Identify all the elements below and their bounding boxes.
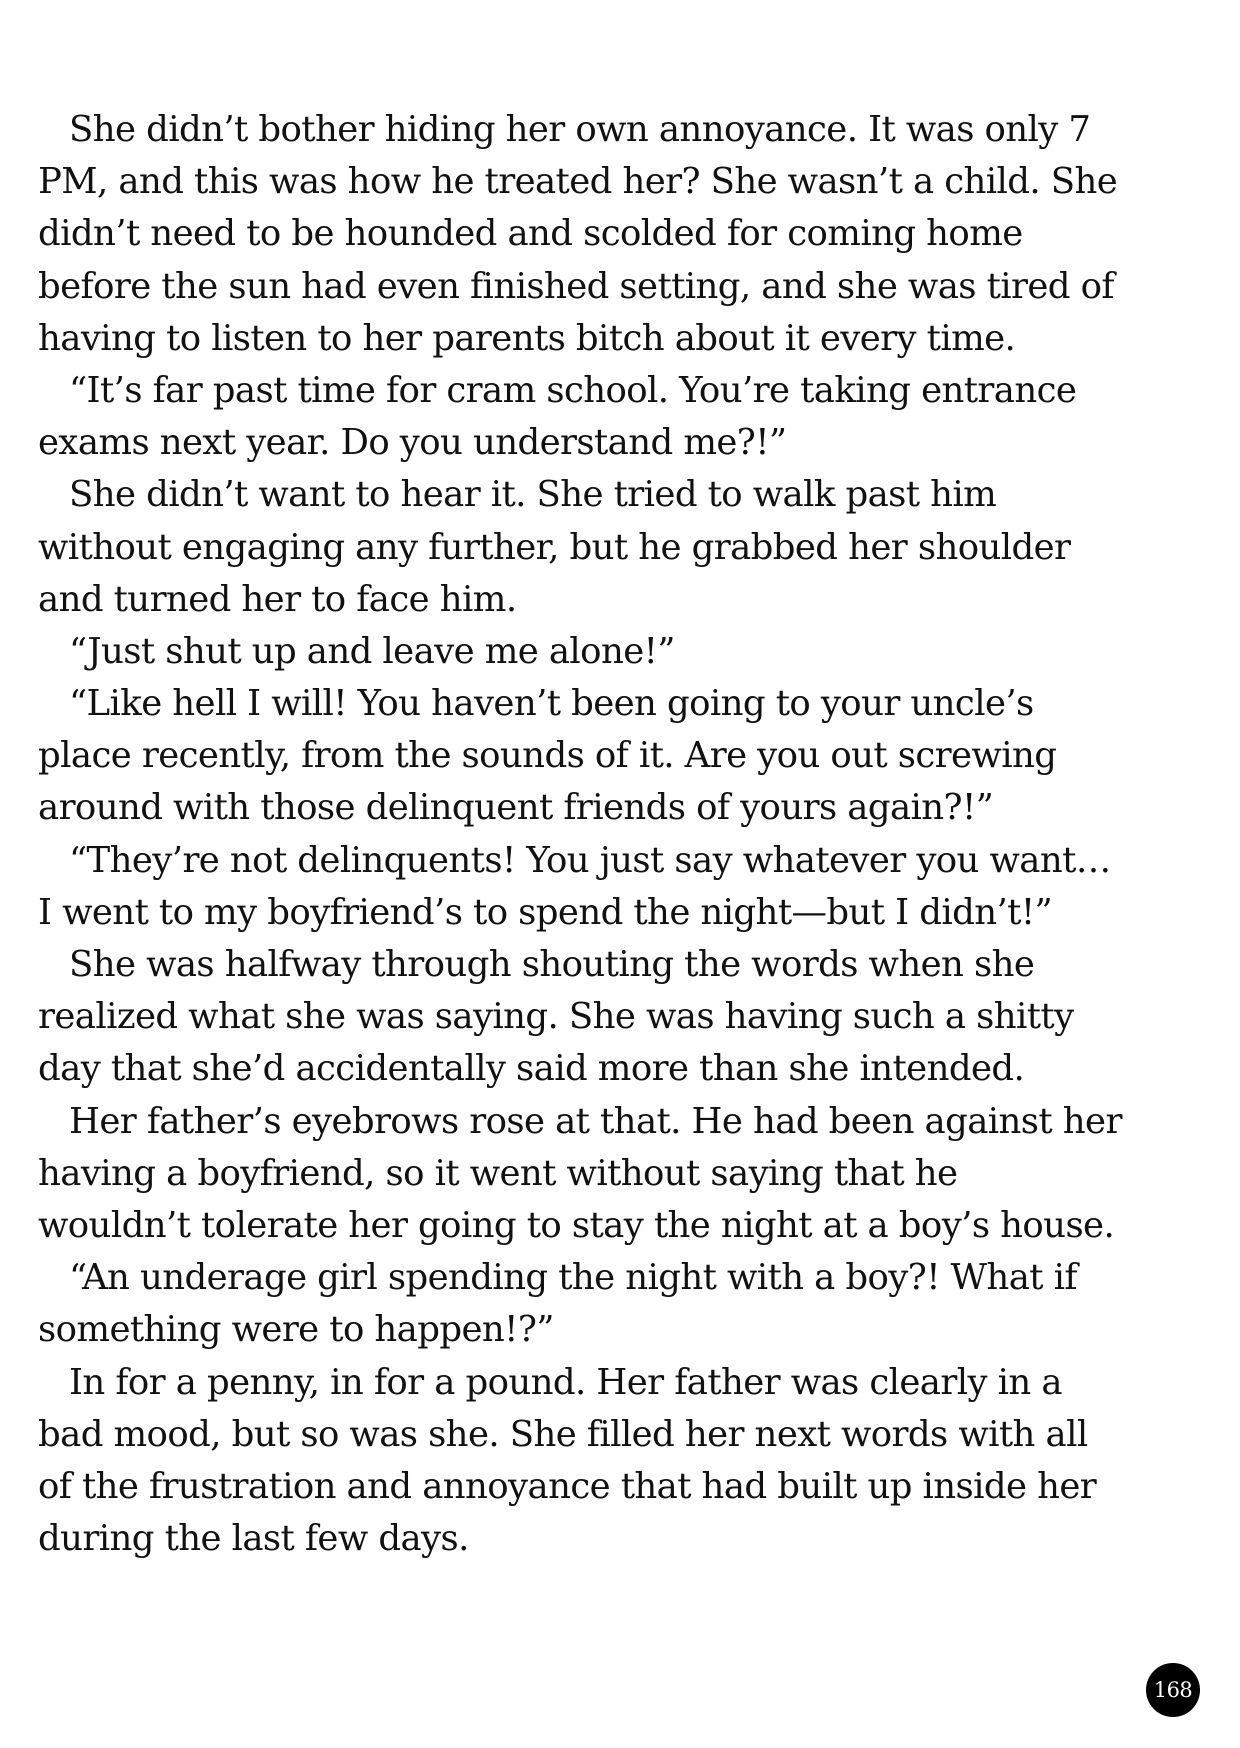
text-line: “Like hell I will! You haven’t been going to your uncle’s	[69, 683, 1034, 725]
text-line: Her father’s eyebrows rose at that. He had been against her	[69, 1100, 1122, 1142]
text-line: “They’re not delinquents! You just say whatever you want…	[69, 839, 1111, 881]
text-line: having a boyfriend, so it went without saying that he	[38, 1152, 958, 1194]
text-line: “It’s far past time for cram school. You’re taking entrance	[69, 369, 1077, 411]
text-line: bad mood, but so was she. She filled her next words with all	[38, 1413, 1088, 1455]
text-line: “An underage girl spending the night with a boy?! What if	[69, 1257, 1077, 1299]
text-line: during the last few days.	[38, 1518, 469, 1560]
page-number-badge: 168	[1146, 1663, 1200, 1717]
text-line: In for a penny, in for a pound. Her father was clearly in a	[69, 1361, 1062, 1403]
text-line: wouldn’t tolerate her going to stay the night at a boy’s house.	[38, 1204, 1115, 1246]
text-line: She was halfway through shouting the words when she	[69, 944, 1035, 985]
text-line: exams next year. Do you understand me?!”	[38, 422, 787, 464]
text-line: day that she’d accidentally said more than she intended.	[38, 1048, 1025, 1090]
text-line: PM, and this was how he treated her? She wasn’t a child. She	[38, 161, 1118, 203]
text-line: didn’t need to be hounded and scolded for coming home	[38, 213, 1023, 255]
text-line: She didn’t bother hiding her own annoyance. It was only 7	[69, 109, 1091, 150]
text-line: having to listen to her parents bitch about it every time.	[38, 317, 1016, 359]
text-line: something were to happen!?”	[38, 1309, 554, 1351]
text-line: “Just shut up and leave me alone!”	[69, 630, 675, 672]
text-line: of the frustration and annoyance that had built up inside her	[38, 1465, 1097, 1507]
text-line: around with those delinquent friends of yours again?!”	[38, 787, 994, 829]
text-line: and turned her to face him.	[38, 578, 517, 620]
text-line: place recently, from the sounds of it. Are you out screwing	[38, 735, 1057, 777]
text-line: realized what she was saying. She was having such a shitty	[38, 996, 1074, 1038]
text-line: She didn’t want to hear it. She tried to walk past him	[69, 474, 997, 516]
text-line: I went to my boyfriend’s to spend the night—but I didn’t!”	[38, 891, 1053, 933]
body-text	[38, 104, 1208, 1565]
text-line: before the sun had even finished setting, and she was tired of	[38, 265, 1114, 307]
text-line: without engaging any further, but he grabbed her shoulder	[38, 526, 1071, 568]
